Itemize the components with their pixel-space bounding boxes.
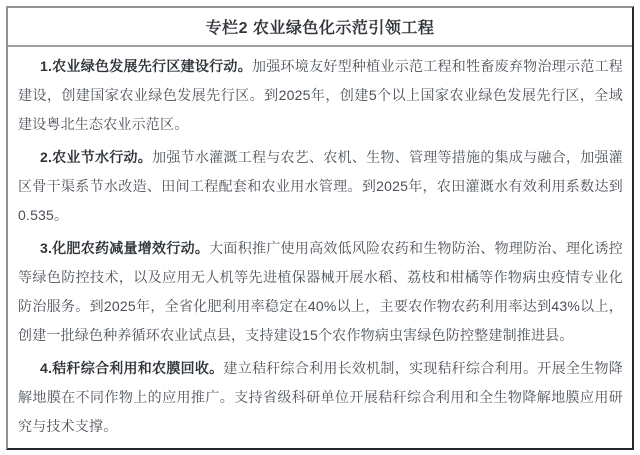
box-header xyxy=(8,8,632,47)
box-title: 专栏2 农业绿色化示范引领工程 xyxy=(205,20,435,37)
policy-column-box xyxy=(6,6,634,450)
paragraph-text: 加强环境友好型种植业示范工程和牲畜废弃物治理示范工程建设，创建国家农业绿色发展先行区。到2025年，创建5个以上国家农业绿色发展先行区，全域建设粤北生态农业示范区。 xyxy=(18,58,624,132)
paragraph-lead: 4.秸秆综合利用和农膜回收。 xyxy=(40,360,224,376)
paragraph-text: 建立秸秆综合利用长效机制，实现秸秆综合利用。开展全生物降解地膜在不同作物上的应用推广。支持省级科研单位开展秸秆综合利用和全生物降解地膜应用研究与技术支撑。 xyxy=(18,360,623,434)
paragraph-text: 大面积推广使用高效低风险农药和生物防治、物理防治、理化诱控等绿色防控技术，以及应用无人机等先进植保器械开展水稻、荔枝和柑橘等作物病虫疫情专业化防治服务。到2025年，全省化肥利用率稳定在40%以上，主要农作物农药利用率达到43%以上，创建一批绿色种养循环农业试点县，支持建设15个农作物病虫害绿色防控整建制推进县。 xyxy=(18,240,623,343)
paragraph-straw-utilization-film-recycling xyxy=(18,354,623,441)
paragraph-lead: 3.化肥农药减量增效行动。 xyxy=(40,240,210,256)
paragraph-lead: 1.农业绿色发展先行区建设行动。 xyxy=(40,58,252,74)
paragraph-green-development-zone xyxy=(18,52,623,139)
box-body xyxy=(8,47,632,441)
paragraph-water-saving xyxy=(18,143,623,230)
paragraph-lead: 2.农业节水行动。 xyxy=(40,149,153,165)
paragraph-fertilizer-pesticide-reduction xyxy=(18,234,623,350)
paragraph-text: 加强节水灌溉工程与农艺、农机、生物、管理等措施的集成与融合，加强灌区骨干渠系节水改造、田间工程配套和农业用水管理。到2025年，农田灌溉水有效利用系数达到0.535。 xyxy=(18,149,623,223)
